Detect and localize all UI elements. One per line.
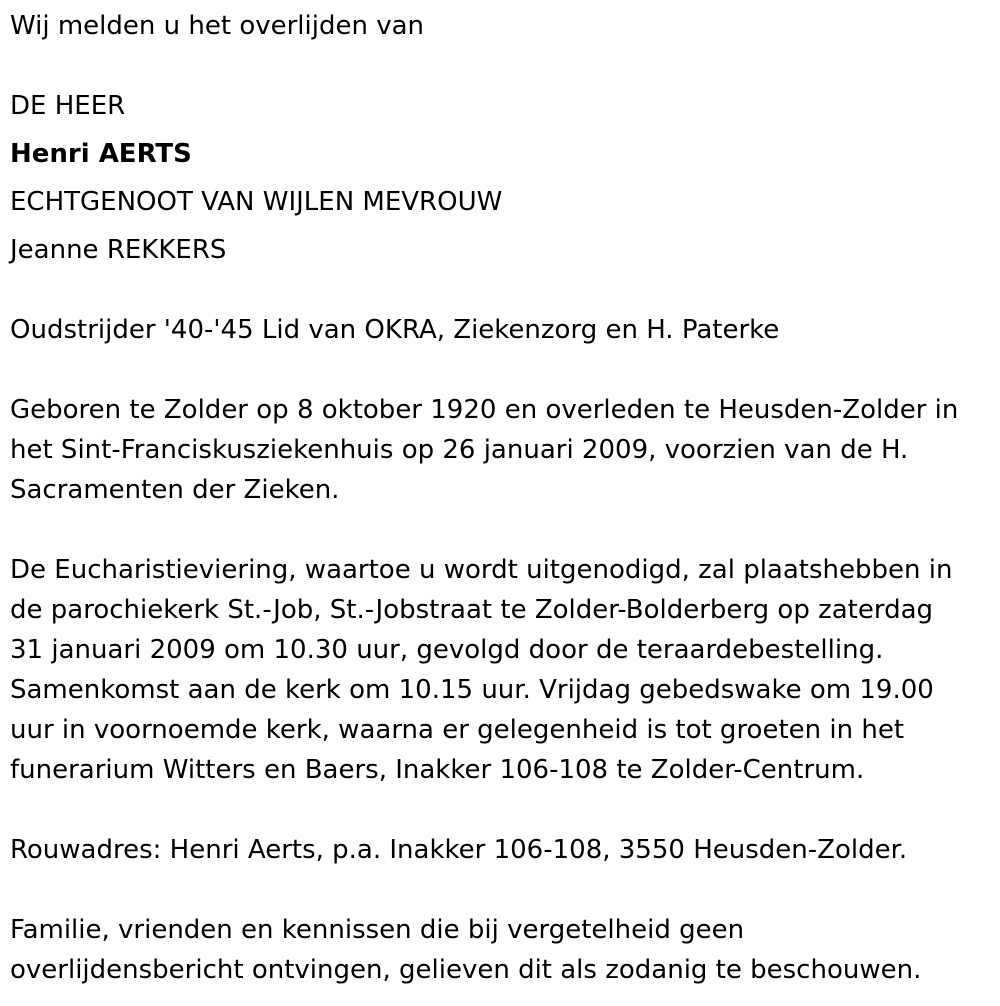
paragraph-line: Geboren te Zolder op 8 oktober 1920 en overleden te Heusden-Zolder in — [10, 395, 959, 425]
paragraph-line: funerarium Witters en Baers, Inakker 106-108 te Zolder-Centrum. — [10, 755, 865, 785]
paragraph-line: Familie, vrienden en kennissen die bij vergetelheid geen — [10, 915, 745, 945]
paragraph-line: De Eucharistieviering, waartoe u wordt uitgenodigd, zal plaatshebben in — [10, 555, 953, 585]
paragraph-line: overlijdensbericht ontvingen, gelieven dit als zodanig te beschouwen. — [10, 955, 922, 985]
deceased-name: Henri AERTS — [10, 139, 192, 169]
intro-text: Wij melden u het overlijden van — [10, 11, 425, 41]
paragraph-line: het Sint-Franciskusziekenhuis op 26 januari 2009, voorzien van de H. — [10, 435, 909, 465]
membership-text: Oudstrijder '40-'45 Lid van OKRA, Ziekenzorg en H. Paterke — [10, 315, 780, 345]
mourning-address: Rouwadres: Henri Aerts, p.a. Inakker 106-108, 3550 Heusden-Zolder. — [10, 835, 908, 865]
paragraph-line: Sacramenten der Zieken. — [10, 475, 340, 505]
relation-text: ECHTGENOOT VAN WIJLEN MEVROUW — [10, 187, 503, 217]
title-prefix: DE HEER — [10, 91, 126, 121]
paragraph-line: Samenkomst aan de kerk om 10.15 uur. Vrijdag gebedswake om 19.00 — [10, 675, 934, 705]
paragraph-line: 31 januari 2009 om 10.30 uur, gevolgd door de teraardebestelling. — [10, 635, 884, 665]
spouse-name: Jeanne REKKERS — [10, 235, 227, 265]
paragraph-line: de parochiekerk St.-Job, St.-Jobstraat te Zolder-Bolderberg op zaterdag — [10, 595, 934, 625]
paragraph-line: uur in voornoemde kerk, waarna er gelegenheid is tot groeten in het — [10, 715, 905, 745]
